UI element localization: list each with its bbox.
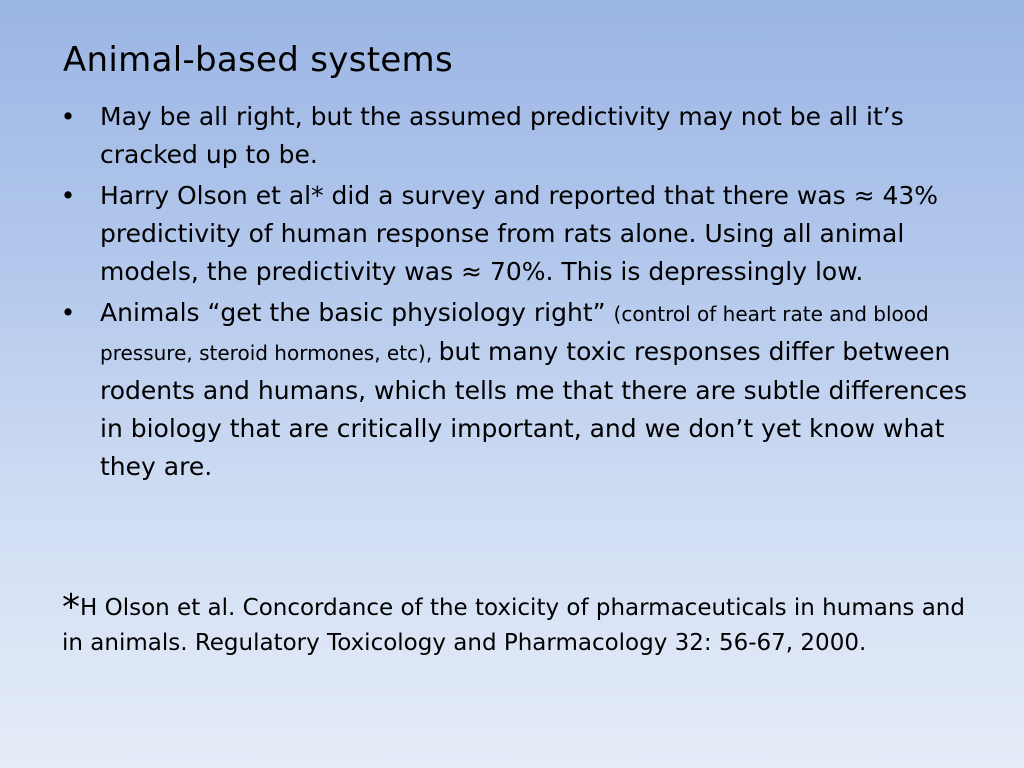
bullet-text: May be all right, but the assumed predictivity may not be all it’s cracked up to be. [100, 102, 904, 169]
bullet-text-continued: but many toxic responses differ between rodents and humans, which tells me that there are subtle differences in biology that are critically important, and we don’t yet know what they are. [100, 337, 968, 481]
bullet-marker: • [60, 181, 76, 210]
footnote-asterisk: * [62, 587, 80, 628]
slide-title: Animal-based systems [63, 40, 453, 80]
bullet-marker: • [60, 298, 76, 327]
bullet-list [58, 98, 968, 489]
bullet-marker: • [60, 102, 76, 131]
bullet-item-olson-survey [58, 177, 968, 291]
bullet-item-physiology [58, 294, 968, 486]
bullet-text: Harry Olson et al* did a survey and reported that there was ≈ 43% predictivity of human response from rats alone. Using all animal models, the predictivity was ≈ 70%. This is depressingly low. [100, 181, 939, 286]
bullet-item-predictivity-caveat [58, 98, 968, 174]
bullet-text-parenthetical: (control of heart rate and blood pressure, steroid hormones, etc), [100, 302, 929, 365]
footnote-text: H Olson et al. Concordance of the toxicity of pharmaceuticals in humans and in animals. Regulatory Toxicology and Pharmacology 32: 56-67, 2000. [62, 595, 965, 656]
bullet-text: Animals “get the basic physiology right” [100, 298, 614, 327]
footnote-citation [62, 587, 992, 661]
